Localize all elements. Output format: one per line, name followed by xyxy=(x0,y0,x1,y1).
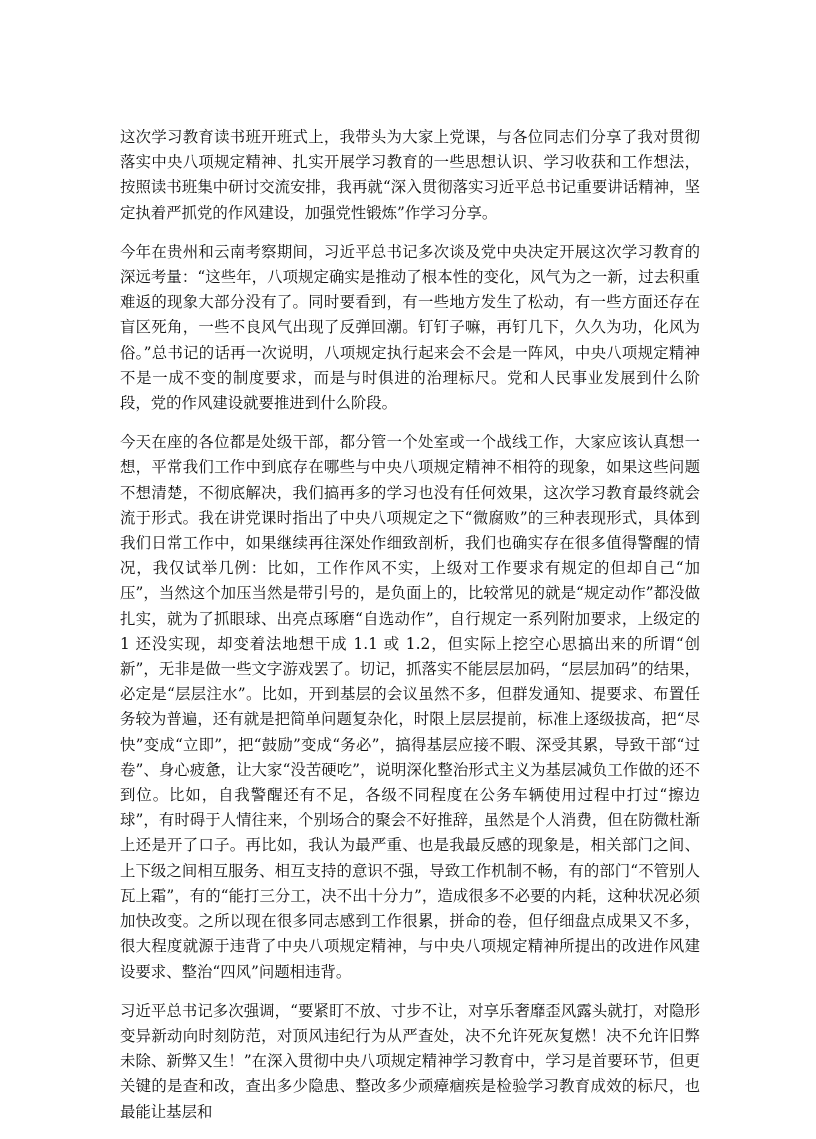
paragraph-intro: 这次学习教育读书班开班式上，我带头为大家上党课，与各位同志们分享了我对贯彻落实中央八项规定精神、扎实开展学习教育的一些思想认识、学习收获和工作想法，按照读书班集中研讨交流安排，我再就“深入贯彻落实习近平总书记重要讲话精神，坚定执着严抓党的作风建设，加强党性锻炼”作学习分享。 xyxy=(120,128,700,222)
paragraph-problems-analysis: 今天在座的各位都是处级干部，都分管一个处室或一个战线工作，大家应该认真想一想，平常我们工作中到底存在哪些与中央八项规定精神不相符的现象，如果这些问题不想清楚，不彻底解决，我们搞再多的学习也没有任何效果，这次学习教育最终就会流于形式。我在讲党课时指出了中央八项规定之下“微腐败”的三种表现形式，具体到我们日常工作中，如果继续再往深处作细致剖析，我们也确实存在很多值得警醒的情况，我仅试举几例：比如，工作作风不实，上级对工作要求有规定的但却自己“加压”，当然这个加压当然是带引号的，是负面上的，比较常见的就是“规定动作”都没做扎实，就为了抓眼球、出亮点琢磨“自选动作”，自行规定一系列附加要求，上级定的 1 还没实现，却变着法地想干成 1.1 或 1.2，但实际上挖空心思搞出来的所谓“创新”，无非是做一些文字游戏罢了。切记，抓落实不能层层加码，“层层加码”的结果，必定是“层层注水”。比如，开到基层的会议虽然不多，但群发通知、提要求、布置任务较为普遍，还有就是把简单问题复杂化，时限上层层提前，标准上逐级拔高，把“尽快”变成“立即”，把“鼓励”变成“务必”，搞得基层应接不暇、深受其累，导致干部“过卷”、身心疲惫，让大家“没苦硬吃”，说明深化整治形式主义为基层减负工作做的还不到位。比如，自我警醒还有不足，各级不同程度在公务车辆使用过程中打过“擦边球”，有时碍于人情往来，个别场合的聚会不好推辞，虽然是个人消费，但在防微杜渐上还是开了口子。再比如，我认为最严重、也是我最反感的现象是，相关部门之间、上下级之间相互服务、相互支持的意识不强，导致工作机制不畅，有的部门“不管别人瓦上霜”，有的“能打三分工，决不出十分力”，造成很多不必要的内耗，这种状况必须加快改变。之所以现在很多同志感到工作很累，拼命的卷，但仔细盘点成果又不多，很大程度就源于违背了中央八项规定精神，与中央八项规定精神所提出的改进作风建设要求、整治“四风”问题相违背。 xyxy=(120,433,700,981)
paragraph-inspection-remarks: 今年在贵州和云南考察期间，习近平总书记多次谈及党中央决定开展这次学习教育的深远考量：“这些年，八项规定确实是推动了根本性的变化，风气为之一新，过去积重难返的现象大部分没有了。同时要看到，有一些地方发生了松动，有一些方面还存在盲区死角，一些不良风气出现了反弹回潮。钉钉子嘛，再钉几下，久久为功，化风为俗。”总书记的话再一次说明，八项规定执行起来会不会是一阵风，中央八项规定精神不是一成不变的制度要求，而是与时俱进的治理标尺。党和人民事业发展到什么阶段，党的作风建设就要推进到什么阶段。 xyxy=(120,242,700,413)
paragraph-emphasis: 习近平总书记多次强调，“要紧盯不放、寸步不让，对享乐奢靡歪风露头就打，对隐形变异新动向时刻防范，对顶风违纪行为从严查处，决不允许死灰复燃！决不允许旧弊未除、新弊又生！”在深入贯彻中央八项规定精神学习教育中，学习是首要环节，但更关键的是查和改，查出多少隐患、整改多少顽瘴痼疾是检验学习教育成效的标尺，也最能让基层和 xyxy=(120,1001,700,1121)
document-page xyxy=(120,125,700,1139)
